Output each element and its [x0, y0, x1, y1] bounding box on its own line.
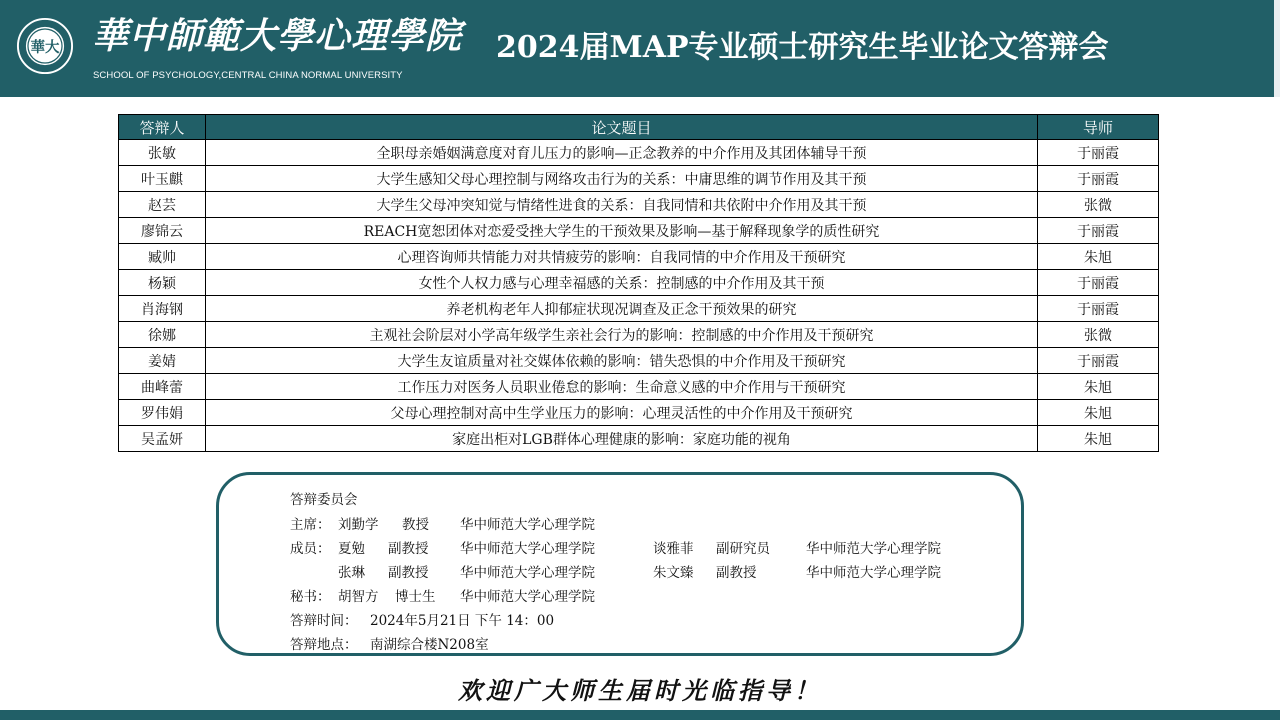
member-title: 副教授: [388, 541, 429, 557]
thesis-table: [118, 114, 1159, 452]
table-row: [119, 400, 1159, 426]
advisor-name: 张微: [1038, 192, 1159, 218]
header-defender: 答辩人: [119, 115, 206, 140]
thesis-title: 女性个人权力感与心理幸福感的关系：控制感的中介作用及其干预: [206, 270, 1038, 296]
thesis-title: 大学生父母冲突知觉与情绪性进食的关系：自我同情和共依附中介作用及其干预: [206, 192, 1038, 218]
members-label: 成员：: [290, 541, 331, 557]
header-banner: [0, 0, 1280, 97]
table-row: [119, 374, 1159, 400]
table-row: [119, 270, 1159, 296]
committee-heading: 答辩委员会: [290, 492, 358, 508]
table-header-row: [119, 115, 1159, 140]
table-row: [119, 322, 1159, 348]
table-row: [119, 244, 1159, 270]
header-advisor: 导师: [1038, 115, 1159, 140]
advisor-name: 朱旭: [1038, 244, 1159, 270]
member-org: 华中师范大学心理学院: [460, 541, 595, 557]
table-row: [119, 140, 1159, 166]
defender-name: 张敏: [119, 140, 206, 166]
advisor-name: 于丽霞: [1038, 140, 1159, 166]
member-name: 张琳: [338, 565, 365, 581]
university-logo-icon: [16, 17, 74, 75]
member-name: 谈雅菲: [653, 541, 694, 557]
thesis-title: 全职母亲婚姻满意度对育儿压力的影响—正念教养的中介作用及其团体辅导干预: [206, 140, 1038, 166]
secretary-name: 胡智方: [338, 589, 379, 605]
defender-name: 臧帅: [119, 244, 206, 270]
defender-name: 廖锦云: [119, 218, 206, 244]
chair-label: 主席：: [290, 517, 331, 533]
table-row: [119, 192, 1159, 218]
defender-name: 肖海钢: [119, 296, 206, 322]
thesis-title: 工作压力对医务人员职业倦怠的影响：生命意义感的中介作用与干预研究: [206, 374, 1038, 400]
header-edge-strip: [1274, 0, 1280, 97]
advisor-name: 张微: [1038, 322, 1159, 348]
thesis-title: 大学生感知父母心理控制与网络攻击行为的关系：中庸思维的调节作用及其干预: [206, 166, 1038, 192]
table-row: [119, 426, 1159, 452]
defense-place: 南湖综合楼N208室: [370, 637, 489, 653]
chair-org: 华中师范大学心理学院: [460, 517, 595, 533]
secretary-org: 华中师范大学心理学院: [460, 589, 595, 605]
member-org: 华中师范大学心理学院: [806, 541, 941, 557]
defender-name: 杨颖: [119, 270, 206, 296]
welcome-message: 欢迎广大师生届时光临指导！: [458, 676, 822, 705]
member-title: 副研究员: [716, 541, 770, 557]
advisor-name: 于丽霞: [1038, 270, 1159, 296]
member-title: 副教授: [716, 565, 757, 581]
school-name-en: SCHOOL OF PSYCHOLOGY,CENTRAL CHINA NORMAL UNIVERSITY: [93, 70, 403, 81]
advisor-name: 朱旭: [1038, 426, 1159, 452]
defender-name: 叶玉麒: [119, 166, 206, 192]
thesis-title: 大学生友谊质量对社交媒体依赖的影响：错失恐惧的中介作用及干预研究: [206, 348, 1038, 374]
defender-name: 徐娜: [119, 322, 206, 348]
thesis-title: 心理咨询师共情能力对共情疲劳的影响：自我同情的中介作用及干预研究: [206, 244, 1038, 270]
advisor-name: 朱旭: [1038, 374, 1159, 400]
thesis-title: 养老机构老年人抑郁症状现况调查及正念干预效果的研究: [206, 296, 1038, 322]
advisor-name: 于丽霞: [1038, 348, 1159, 374]
secretary-title: 博士生: [395, 589, 436, 605]
table-row: [119, 166, 1159, 192]
defender-name: 曲峰蕾: [119, 374, 206, 400]
thesis-title: 主观社会阶层对小学高年级学生亲社会行为的影响：控制感的中介作用及干预研究: [206, 322, 1038, 348]
member-org: 华中师范大学心理学院: [460, 565, 595, 581]
footer-bar: [0, 710, 1280, 720]
defender-name: 罗伟娟: [119, 400, 206, 426]
logo-glyph: 華大: [30, 38, 60, 56]
defender-name: 吴孟妍: [119, 426, 206, 452]
table-row: [119, 296, 1159, 322]
chair-name: 刘勤学: [338, 517, 379, 533]
chair-title: 教授: [402, 517, 429, 533]
thesis-title: REACH宽恕团体对恋爱受挫大学生的干预效果及影响—基于解释现象学的质性研究: [206, 218, 1038, 244]
member-name: 朱文臻: [653, 565, 694, 581]
header-thesis-title: 论文题目: [206, 115, 1038, 140]
advisor-name: 于丽霞: [1038, 166, 1159, 192]
advisor-name: 朱旭: [1038, 400, 1159, 426]
member-name: 夏勉: [338, 541, 365, 557]
member-title: 副教授: [388, 565, 429, 581]
page-title: 2024届MAP专业硕士研究生毕业论文答辩会: [496, 30, 1109, 65]
school-name-cn: 華中師範大學心理學院: [92, 15, 463, 57]
advisor-name: 于丽霞: [1038, 296, 1159, 322]
defense-time: 2024年5月21日 下午 14：00: [370, 613, 555, 629]
advisor-name: 于丽霞: [1038, 218, 1159, 244]
defense-time-label: 答辩时间：: [290, 613, 358, 629]
defender-name: 姜婧: [119, 348, 206, 374]
thesis-title: 家庭出柜对LGB群体心理健康的影响：家庭功能的视角: [206, 426, 1038, 452]
defender-name: 赵芸: [119, 192, 206, 218]
secretary-label: 秘书：: [290, 589, 331, 605]
defense-place-label: 答辩地点：: [290, 637, 358, 653]
table-row: [119, 218, 1159, 244]
table-row: [119, 348, 1159, 374]
member-org: 华中师范大学心理学院: [806, 565, 941, 581]
thesis-title: 父母心理控制对高中生学业压力的影响：心理灵活性的中介作用及干预研究: [206, 400, 1038, 426]
